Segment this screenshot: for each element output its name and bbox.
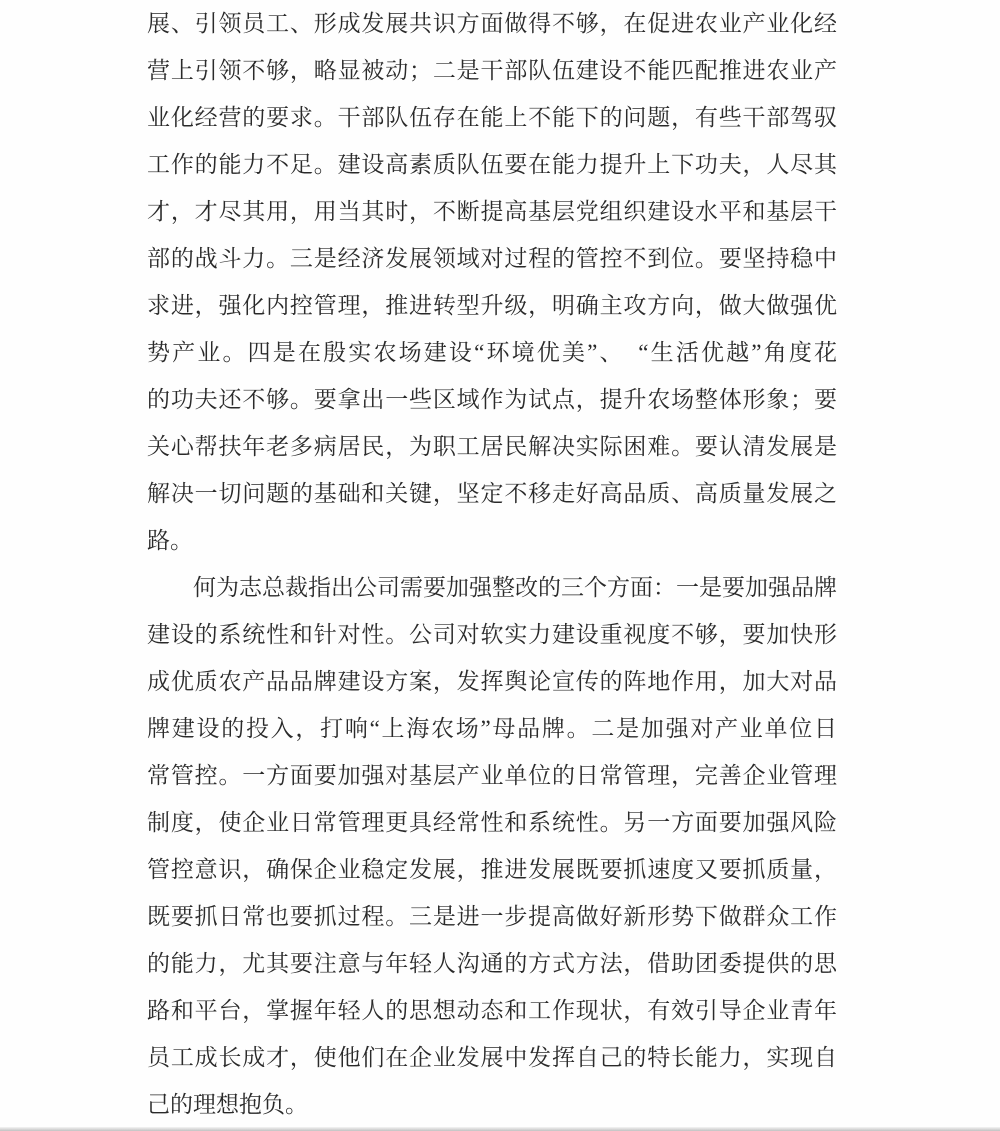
text-line: 势产业。四是在殷实农场建设“环境优美”、 “生活优越”角度花 bbox=[147, 340, 837, 365]
text-line: 求进，强化内控管理，推进转型升级，明确主攻方向，做大做强优 bbox=[147, 293, 837, 318]
paragraph bbox=[147, 564, 837, 1128]
paragraph bbox=[147, 0, 837, 564]
text-line: 既要抓日常也要抓过程。三是进一步提高做好新形势下做群众工作 bbox=[147, 904, 837, 929]
text-line: 己的理想抱负。 bbox=[147, 1092, 308, 1117]
text-line: 牌建设的投入，打响“上海农场”母品牌。二是加强对产业单位日 bbox=[147, 716, 837, 741]
text-line: 路和平台，掌握年轻人的思想动态和工作现状，有效引导企业青年 bbox=[147, 998, 837, 1023]
text-line: 制度，使企业日常管理更具经常性和系统性。另一方面要加强风险 bbox=[147, 810, 837, 835]
text-line: 常管控。一方面要加强对基层产业单位的日常管理，完善企业管理 bbox=[147, 763, 837, 788]
text-line: 的功夫还不够。要拿出一些区域作为试点，提升农场整体形象；要 bbox=[147, 387, 837, 412]
page-bottom-edge bbox=[0, 1127, 1000, 1131]
text-line: 展、引领员工、形成发展共识方面做得不够，在促进农业产业化经 bbox=[147, 11, 837, 36]
text-line: 工作的能力不足。建设高素质队伍要在能力提升上下功夫，人尽其 bbox=[147, 152, 837, 177]
text-line: 员工成长成才，使他们在企业发展中发挥自己的特长能力，实现自 bbox=[147, 1045, 837, 1070]
text-line: 的能力，尤其要注意与年轻人沟通的方式方法，借助团委提供的思 bbox=[147, 951, 837, 976]
text-line: 关心帮扶年老多病居民，为职工居民解决实际困难。要认清发展是 bbox=[147, 434, 837, 459]
text-line: 业化经营的要求。干部队伍存在能上不能下的问题，有些干部驾驭 bbox=[147, 105, 837, 130]
text-line: 成优质农产品品牌建设方案，发挥舆论宣传的阵地作用，加大对品 bbox=[147, 669, 837, 694]
text-line: 部的战斗力。三是经济发展领域对过程的管控不到位。要坚持稳中 bbox=[147, 246, 837, 271]
text-line: 解决一切问题的基础和关键，坚定不移走好高品质、高质量发展之 bbox=[147, 481, 837, 506]
text-line: 何为志总裁指出公司需要加强整改的三个方面：一是要加强品牌 bbox=[147, 575, 837, 600]
text-line: 营上引领不够，略显被动；二是干部队伍建设不能匹配推进农业产 bbox=[147, 58, 837, 83]
text-block bbox=[147, 0, 837, 1128]
text-line: 路。 bbox=[147, 528, 193, 553]
text-line: 建设的系统性和针对性。公司对软实力建设重视度不够，要加快形 bbox=[147, 622, 837, 647]
text-line: 管控意识，确保企业稳定发展，推进发展既要抓速度又要抓质量， bbox=[147, 857, 837, 882]
text-line: 才，才尽其用，用当其时，不断提高基层党组织建设水平和基层干 bbox=[147, 199, 837, 224]
